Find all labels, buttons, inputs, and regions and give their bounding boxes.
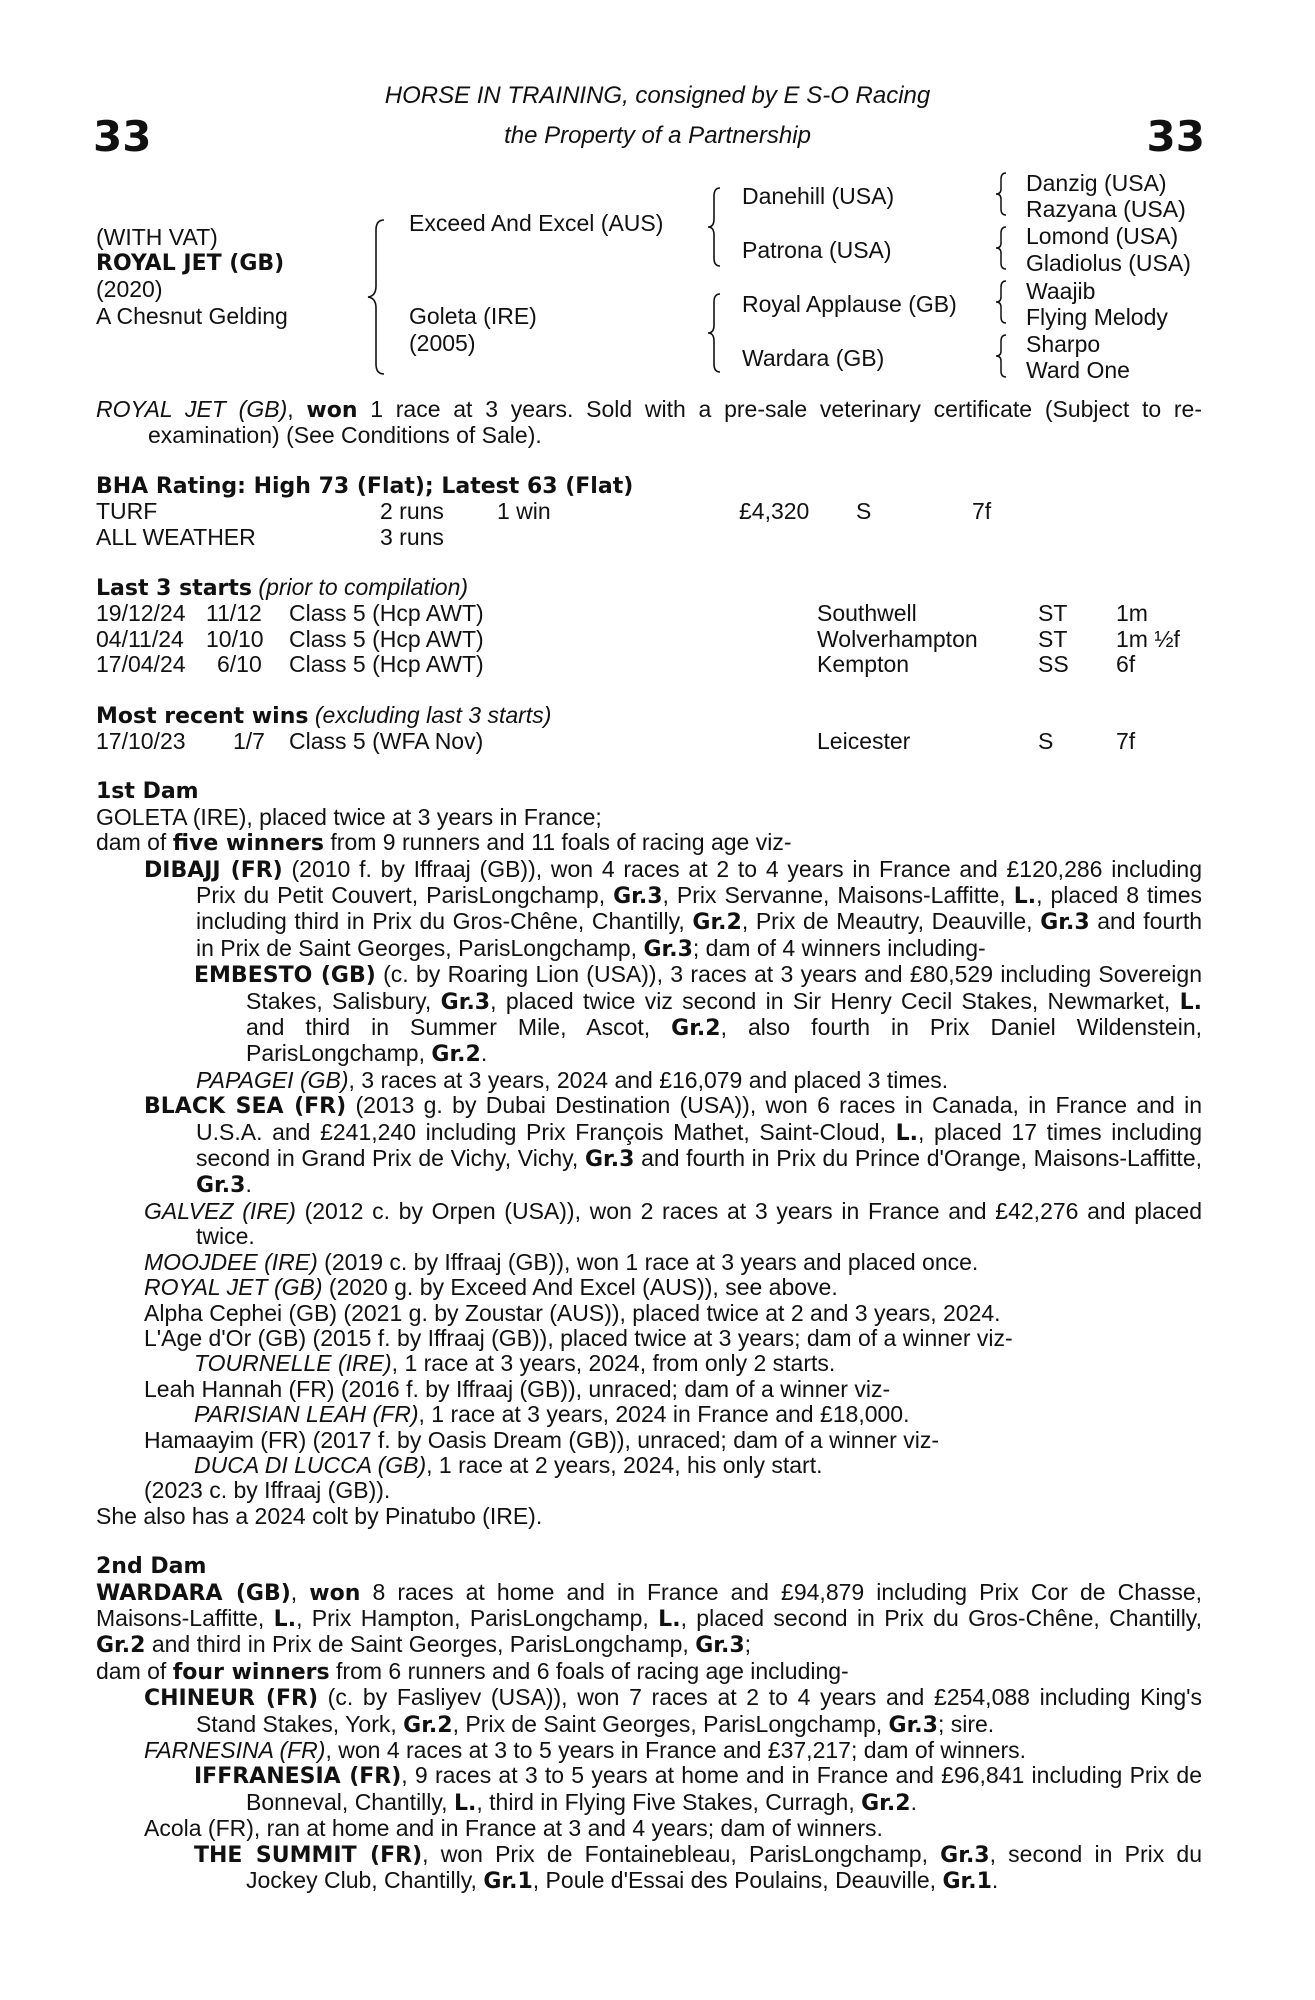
dam-dam: Wardara (GB)	[742, 345, 885, 371]
grandproduce-iffranesia: IFFRANESIA (FR), 9 races at 3 to 5 years at home and in France and £96,841 including Prix de Bonneval, Chantilly, L., third in Flying Five Stakes, Curragh, Gr.2.	[194, 1762, 1202, 1816]
second-dam-heading: 2nd Dam	[96, 1554, 207, 1580]
sire-dam-brace	[368, 218, 386, 376]
start-row: 17/04/24 6/10 Class 5 (Hcp AWT) Kempton SS 6f	[96, 651, 1136, 678]
produce-moojdee: MOOJDEE (IRE) (2019 c. by Iffraaj (GB)), won 1 race at 3 years and placed once.	[144, 1248, 979, 1275]
ss-dam: Razyana (USA)	[1026, 196, 1186, 222]
second-dam-wardara: WARDARA (GB), won 8 races at home and in France and £94,879 including Prix Cor de Chasse, Maisons-Laffitte, L., Prix Hampton, ParisLongchamp, L., placed second in Prix du Gros-Chêne, Chantilly, Gr.2 and third in Prix de Saint Georges, ParisLongchamp, Gr.3;	[96, 1578, 1202, 1659]
ds-sire: Waajib	[1026, 278, 1096, 304]
property-line: the Property of a Partnership	[504, 122, 811, 149]
last-starts-heading: Last 3 starts (prior to compilation)	[96, 574, 469, 601]
grandproduce-the-summit: THE SUMMIT (FR), won Prix de Fontainebleau, ParisLongchamp, Gr.3, second in Prix du Jockey Club, Chantilly, Gr.1, Poule d'Essai des Poulains, Deauville, Gr.1.	[194, 1840, 1202, 1895]
produce-2024-colt: She also has a 2024 colt by Pinatubo (IRE).	[96, 1502, 543, 1529]
produce-alpha-cephei: Alpha Cephei (GB) (2021 g. by Zoustar (AUS)), placed twice at 2 and 3 years, 2024.	[144, 1299, 1001, 1326]
recent-wins-heading: Most recent wins (excluding last 3 starts)	[96, 701, 552, 729]
produce-royal-jet: ROYAL JET (GB) (2020 g. by Exceed And Excel (AUS)), see above.	[144, 1274, 838, 1301]
rating-row-turf: TURF 2 runs 1 win £4,320 S 7f	[96, 498, 992, 525]
patrona-brace	[996, 226, 1008, 270]
grandproduce-duca-di-lucca: DUCA DI LUCCA (GB), 1 race at 2 years, 2024, his only start.	[194, 1451, 823, 1478]
second-dam-produce-summary: dam of four winners from 6 runners and 6 foals of racing age including-	[96, 1657, 849, 1685]
catalogue-body	[96, 397, 1202, 1894]
lot-number-left: 33	[93, 112, 152, 161]
bha-rating-heading: BHA Rating: High 73 (Flat); Latest 63 (Flat)	[96, 473, 634, 499]
dam-name: Goleta (IRE)	[409, 303, 537, 329]
produce-embesto: EMBESTO (GB) (c. by Roaring Lion (USA)), 3 races at 3 years and £80,529 including Sovereign Stakes, Salisbury, Gr.3, placed twice viz second in Sir Henry Cecil Stakes, Newmarket, L. and third in Summer Mile, Ascot, Gr.2, also fourth in Prix Daniel Wildenstein, ParisLongchamp, Gr.2.	[194, 961, 1203, 1068]
rating-row-all-weather: ALL WEATHER 3 runs	[96, 523, 444, 550]
produce-lage-dor: L'Age d'Or (GB) (2015 f. by Iffraaj (GB)), placed twice at 3 years; dam of a winner viz-	[144, 1324, 1013, 1351]
produce-farnesina: FARNESINA (FR), won 4 races at 3 to 5 years in France and £37,217; dam of winners.	[144, 1737, 1027, 1763]
dam-line-brace	[708, 292, 722, 374]
vat-label: (WITH VAT)	[96, 224, 218, 250]
ss-sire: Danzig (USA)	[1026, 170, 1167, 196]
start-row: 04/11/24 10/10 Class 5 (Hcp AWT) Wolverhampton ST 1m ½f	[96, 625, 1180, 652]
lot-number-right: 33	[1146, 112, 1205, 161]
sd-sire: Lomond (USA)	[1026, 223, 1179, 249]
wardara-brace	[996, 334, 1008, 378]
horse-name: ROYAL JET (GB)	[96, 251, 285, 276]
dd-dam: Ward One	[1026, 357, 1130, 383]
royal-applause-brace	[996, 280, 1008, 324]
produce-papagei: PAPAGEI (GB), 3 races at 3 years, 2024 and £16,079 and placed 3 times.	[196, 1066, 949, 1093]
ds-dam: Flying Melody	[1026, 304, 1168, 330]
win-row: 17/10/23 1/7 Class 5 (WFA Nov) Leicester S 7f	[96, 727, 1136, 754]
sire-dam: Patrona (USA)	[742, 237, 892, 263]
produce-acola: Acola (FR), ran at home and in France at 3 and 4 years; dam of winners.	[144, 1815, 883, 1842]
sire-sire: Danehill (USA)	[742, 183, 895, 209]
first-dam-heading: 1st Dam	[96, 779, 199, 805]
produce-galvez: GALVEZ (IRE) (2012 c. by Orpen (USA)), won 2 races at 3 years in France and £42,276 and placed twice.	[144, 1197, 1202, 1250]
danehill-brace	[996, 172, 1008, 216]
produce-leah-hannah: Leah Hannah (FR) (2016 f. by Iffraaj (GB)), unraced; dam of a winner viz-	[144, 1375, 891, 1402]
foaled-year: (2020)	[96, 276, 163, 302]
dam-produce-summary: dam of five winners from 9 runners and 11 foals of racing age viz-	[96, 829, 792, 857]
produce-2023-colt: (2023 c. by Iffraaj (GB)).	[144, 1477, 391, 1504]
sire-line-brace	[708, 186, 722, 268]
dam-goleta: GOLETA (IRE), placed twice at 3 years in France;	[96, 803, 602, 830]
dd-sire: Sharpo	[1026, 331, 1101, 357]
sd-dam: Gladiolus (USA)	[1026, 250, 1191, 276]
grandproduce-tournelle: TOURNELLE (IRE), 1 race at 3 years, 2024, from only 2 starts.	[194, 1350, 836, 1377]
horse-description: A Chesnut Gelding	[96, 303, 288, 329]
produce-dibajj: DIBAJJ (FR) (2010 f. by Iffraaj (GB)), won 4 races at 2 to 4 years in France and £120,286 including Prix du Petit Couvert, ParisLongchamp, Gr.3, Prix Servanne, Maisons-Laffitte, L., placed 8 times including third in Prix du Gros-Chêne, Chantilly, Gr.2, Prix de Meautry, Deauville, Gr.3 and fourth in Prix de Saint Georges, ParisLongchamp, Gr.3; dam of 4 winners including-	[144, 855, 1203, 962]
produce-hamaayim: Hamaayim (FR) (2017 f. by Oasis Dream (GB)), unraced; dam of a winner viz-	[144, 1426, 940, 1453]
summary-paragraph: ROYAL JET (GB), won 1 race at 3 years. Sold with a pre-sale veterinary certificate (Subject to re-examination) (See Conditions of Sale).	[96, 396, 1202, 449]
start-row: 19/12/24 11/12 Class 5 (Hcp AWT) Southwell ST 1m	[96, 600, 1148, 627]
consignor-line: HORSE IN TRAINING, consigned by E S-O Racing	[384, 82, 931, 109]
produce-chineur: CHINEUR (FR) (c. by Fasliyev (USA)), won 7 races at 2 to 4 years and £254,088 including King's Stand Stakes, York, Gr.2, Prix de Saint Georges, ParisLongchamp, Gr.3; sire.	[144, 1684, 1202, 1738]
dam-year: (2005)	[409, 330, 476, 356]
sire-name: Exceed And Excel (AUS)	[409, 210, 664, 236]
produce-black-sea: BLACK SEA (FR) (2013 g. by Dubai Destination (USA)), won 6 races in Canada, in France and in U.S.A. and £241,240 including Prix François Mathet, Saint-Cloud, L., placed 17 times including second in Grand Prix de Vichy, Vichy, Gr.3 and fourth in Prix du Prince d'Orange, Maisons-Laffitte, Gr.3.	[144, 1092, 1202, 1199]
grandproduce-parisian-leah: PARISIAN LEAH (FR), 1 race at 3 years, 2024 in France and £18,000.	[194, 1401, 910, 1428]
dam-sire: Royal Applause (GB)	[742, 291, 957, 317]
